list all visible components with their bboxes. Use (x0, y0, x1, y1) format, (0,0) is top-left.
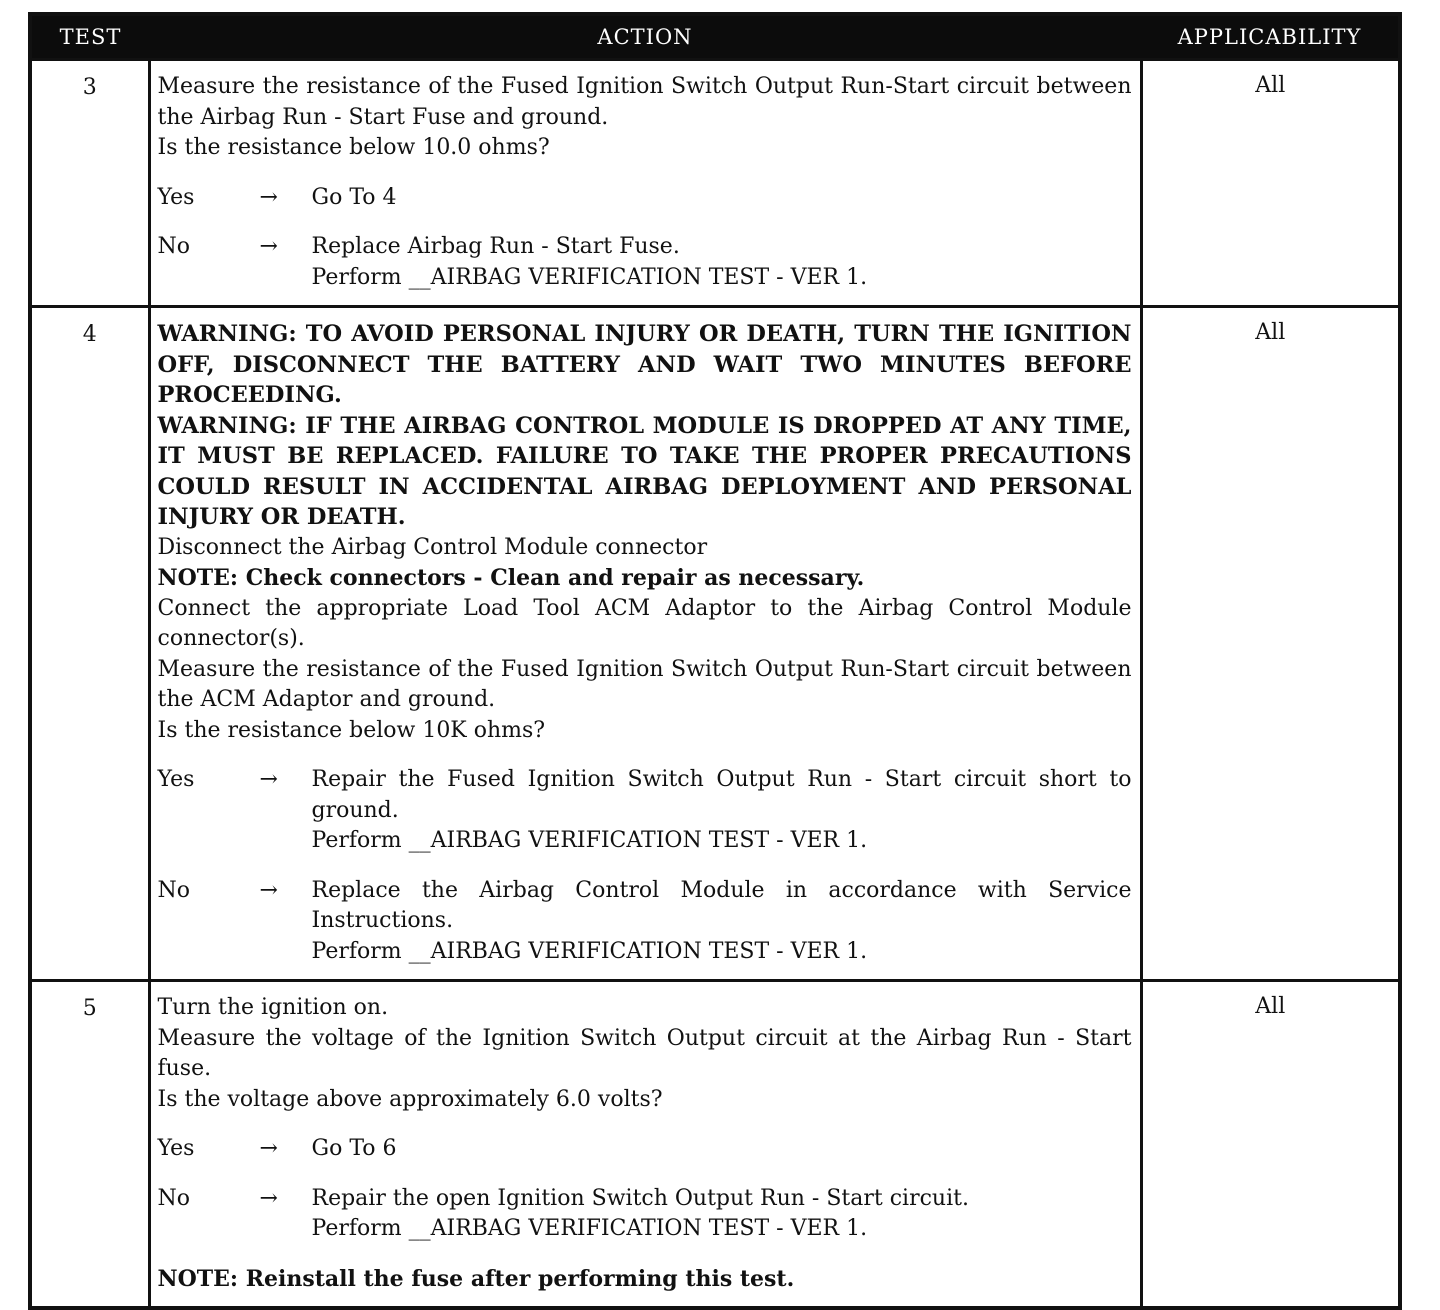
branch-result (312, 232, 1132, 293)
table-row-test-3 (30, 60, 1400, 307)
action-cell (149, 981, 1141, 1309)
table-header-row (30, 14, 1400, 60)
branch-result (312, 183, 1132, 214)
branch-result-line: Repair the open Ignition Switch Output Run - Start circuit. (311, 1185, 969, 1211)
branch-result-line: Repair the Fused Ignition Switch Output Run - Start circuit short to ground. (311, 767, 1132, 823)
applicability-cell: All (1141, 981, 1400, 1309)
action-text: Measure the voltage of the Ignition Switch Output circuit at the Airbag Run - Start fuse. (157, 1025, 1132, 1081)
branch-yes (158, 765, 1132, 857)
header-applicability: APPLICABILITY (1141, 14, 1400, 60)
branch-result-line: Replace Airbag Run - Start Fuse. (311, 234, 680, 259)
branch-result-line: Go To 4 (311, 184, 397, 210)
note-text: NOTE: Reinstall the fuse after performing this test. (157, 1265, 795, 1292)
branch-label: No (157, 1185, 190, 1211)
action-text: Turn the ignition on. (157, 995, 389, 1020)
branch-no (158, 876, 1132, 968)
branch-result-line: Perform __AIRBAG VERIFICATION TEST - VER 1. (311, 264, 868, 290)
question-text: Is the voltage above approximately 6.0 volts? (157, 1086, 663, 1112)
arrow-right-icon: → (259, 234, 278, 259)
note-text: NOTE: Check connectors - Clean and repair as necessary. (157, 565, 865, 591)
action-text: Measure the resistance of the Fused Ignition Switch Output Run-Start circuit between the Airbag Run - Start Fuse and ground. (157, 74, 1132, 130)
action-text: Measure the resistance of the Fused Ignition Switch Output Run-Start circuit between the ACM Adaptor and ground. (157, 656, 1132, 712)
action-text: Disconnect the Airbag Control Module connector (157, 534, 708, 560)
branch-result (312, 1134, 1132, 1165)
header-test: TEST (30, 14, 149, 60)
warning-text: WARNING: IF THE AIRBAG CONTROL MODULE IS DROPPED AT ANY TIME, IT MUST BE REPLACED. FAILURE TO TAKE THE PROPER PRECAUTIONS COULD RESULT IN ACCIDENTAL AIRBAG DEPLOYMENT AND PERSONAL INJURY OR DEATH. (157, 412, 1132, 530)
arrow-right-icon: → (259, 877, 278, 903)
branch-result-line: Replace the Airbag Control Module in accordance with Service Instructions. (311, 877, 1132, 933)
branch-label: Yes (157, 767, 195, 792)
action-cell (149, 307, 1141, 981)
branch-yes (158, 1134, 1132, 1165)
branch-result-line: Perform __AIRBAG VERIFICATION TEST - VER 1. (311, 828, 868, 853)
arrow-right-icon: → (259, 767, 278, 792)
branch-result-line: Perform __AIRBAG VERIFICATION TEST - VER 1. (311, 938, 868, 964)
test-number: 5 (30, 981, 149, 1309)
warning-text: WARNING: TO AVOID PERSONAL INJURY OR DEATH, TURN THE IGNITION OFF, DISCONNECT THE BATTERY AND WAIT TWO MINUTES BEFORE PROCEEDING. (157, 321, 1132, 408)
table-row-test-5 (30, 981, 1400, 1309)
branch-result (312, 765, 1132, 857)
arrow-right-icon: → (259, 1185, 278, 1211)
branch-label: Yes (157, 184, 195, 210)
branch-label: Yes (157, 1136, 195, 1161)
arrow-right-icon: → (259, 184, 278, 210)
applicability-cell: All (1141, 307, 1400, 981)
test-number: 3 (30, 60, 149, 307)
branch-no (158, 1184, 1132, 1245)
branch-result (312, 1184, 1132, 1245)
arrow-right-icon: → (259, 1136, 278, 1161)
diagnostic-test-table (28, 12, 1402, 1310)
branch-result-line: Go To 6 (311, 1136, 397, 1161)
test-number: 4 (30, 307, 149, 981)
question-text: Is the resistance below 10K ohms? (157, 717, 546, 743)
branch-yes (158, 183, 1132, 214)
action-cell (149, 60, 1141, 307)
question-text: Is the resistance below 10.0 ohms? (157, 135, 550, 160)
header-action: ACTION (149, 14, 1141, 60)
diagnostic-test-table-frame (28, 12, 1398, 1310)
table-row-test-4 (30, 307, 1400, 981)
branch-no (158, 232, 1132, 293)
branch-label: No (157, 877, 190, 903)
applicability-cell: All (1141, 60, 1400, 307)
action-text: Connect the appropriate Load Tool ACM Adaptor to the Airbag Control Module connector(s). (157, 595, 1132, 651)
branch-label: No (157, 234, 190, 259)
branch-result (312, 876, 1132, 968)
branch-result-line: Perform __AIRBAG VERIFICATION TEST - VER 1. (311, 1216, 868, 1241)
